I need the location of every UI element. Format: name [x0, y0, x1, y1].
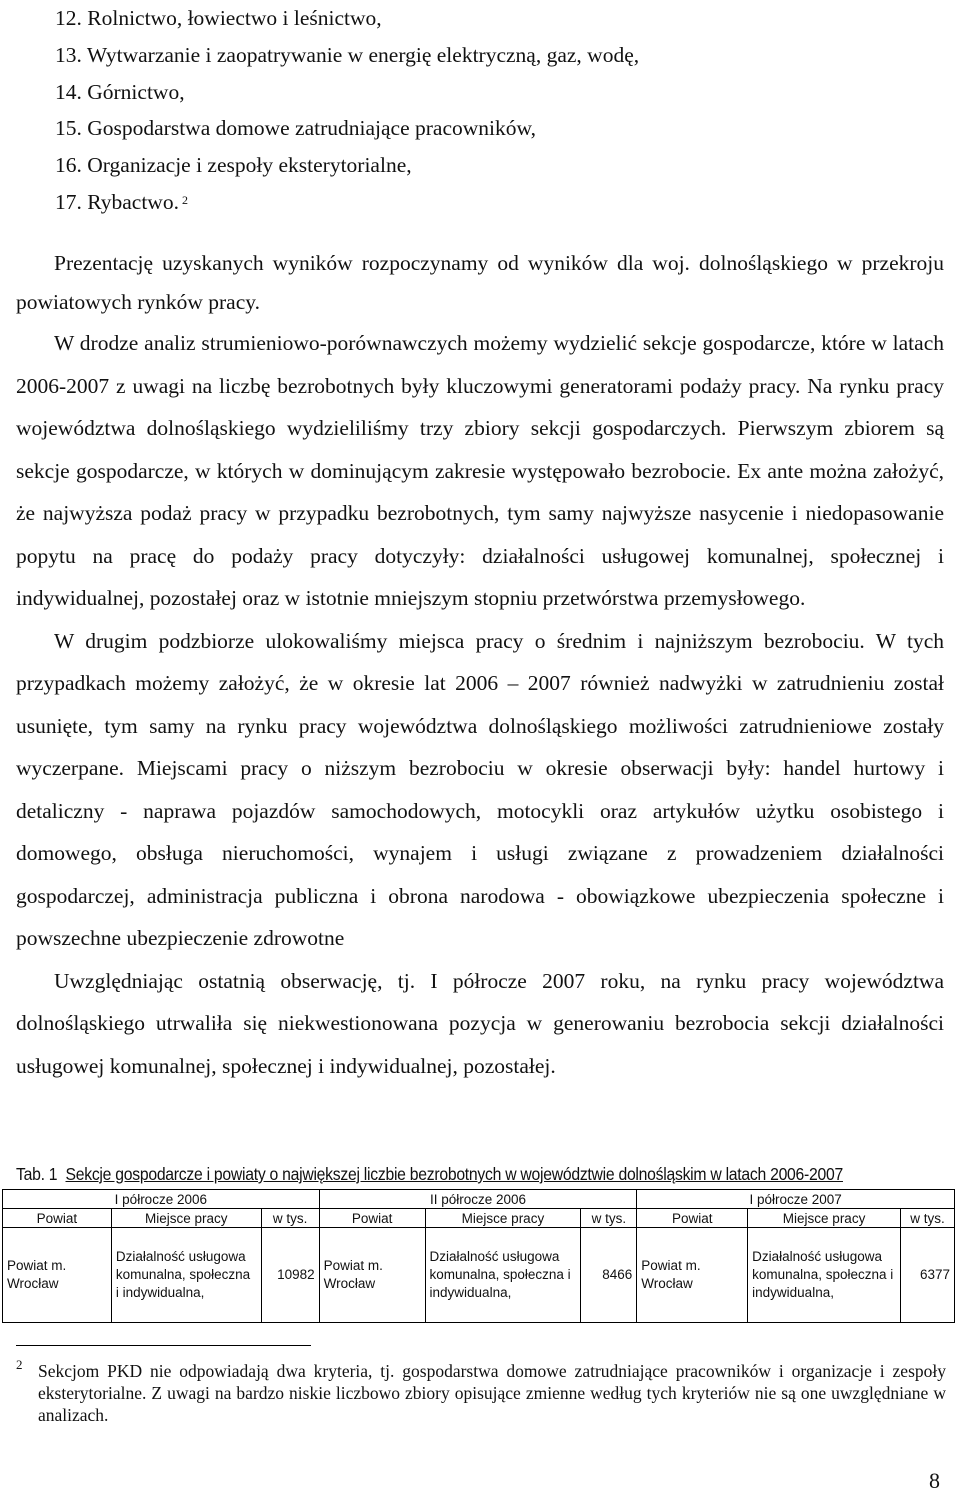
table-cell-powiat: Powiat m. Wrocław: [3, 1228, 112, 1323]
table-cell-value: 8466: [581, 1228, 637, 1323]
footnote-separator: [16, 1345, 311, 1346]
list-item: 14. Górnictwo,: [55, 79, 185, 104]
list-item: 16. Organizacje i zespoły eksterytorialne,: [55, 153, 412, 178]
table-cell-section: Działalność usługowa komunalna, społeczna i indywidualna,: [425, 1228, 581, 1323]
period-header: II półrocze 2006: [319, 1190, 637, 1209]
page-number: 8: [929, 1468, 940, 1493]
table-cell-value: 10982: [261, 1228, 319, 1323]
table-cell-section: Działalność usługowa komunalna, społeczna i indywidualna,: [748, 1228, 901, 1323]
paragraph: Uwzględniając ostatnią obserwację, tj. I półrocze 2007 roku, na rynku pracy województwa dolnośląskiego utrwaliła się niekwestionowana pozycja w generowaniu bezrobocia sekcji działalności usługowej komunalnej, społecznej i indywidualnej, pozostałej.: [16, 968, 944, 1078]
column-header: Powiat: [3, 1209, 112, 1228]
unemployment-table: [2, 1189, 955, 1323]
pkd-section-list: [55, 0, 639, 221]
paragraph: W drodze analiz strumieniowo-porównawczych możemy wydzielić sekcje gospodarcze, które w latach 2006-2007 z uwagi na liczbę bezrobotnych były kluczowymi generatorami podaży pracy. Na rynku pracy województwa dolnośląskiego wydzieliliśmy trzy zbiory sekcji gospodarczych. Pierwszym zbiorem są sekcje gospodarcze, w których w dominującym zakresie występowało bezrobocie. Ex ante można założyć, że najwyższa podaż pracy w przypadku bezrobotnych, tym samy najwyższe nasycenie i niedopasowanie popytu na pracę do podaży pracy dotyczyły: działalności usługowej komunalnej, społecznej i indywidualnej, pozostałej oraz w istotnie mniejszym stopniu przetwórstwa przemysłowego.: [16, 331, 944, 610]
column-header: w tys.: [581, 1209, 637, 1228]
table-cell-powiat: Powiat m. Wrocław: [319, 1228, 425, 1323]
column-header: Powiat: [637, 1209, 748, 1228]
footnote: [16, 1357, 946, 1426]
list-item: 12. Rolnictwo, łowiectwo i leśnictwo,: [55, 6, 382, 30]
body-text: [16, 244, 944, 1087]
column-header: w tys.: [900, 1209, 954, 1228]
list-item: [55, 184, 639, 221]
list-item: 15. Gospodarstwa domowe zatrudniające pracowników,: [55, 116, 537, 141]
list-item-text: 17. Rybactwo.: [55, 189, 179, 214]
table-cell-value: 6377: [900, 1228, 954, 1323]
paragraph: Prezentację uzyskanych wyników rozpoczynamy od wyników dla woj. dolnośląskiego w przekroju powiatowych rynków pracy.: [16, 251, 944, 314]
table-row: [3, 1228, 955, 1323]
footnote-reference[interactable]: 2: [181, 192, 188, 207]
column-header: Miejsce pracy: [111, 1209, 261, 1228]
table-caption-title: Sekcje gospodarcze i powiaty o największej liczbie bezrobotnych w województwie dolnośląskim w latach 2006-2007: [65, 1164, 843, 1184]
period-header: I półrocze 2006: [3, 1190, 320, 1209]
period-header: I półrocze 2007: [637, 1190, 955, 1209]
table-cell-powiat: Powiat m. Wrocław: [637, 1228, 748, 1323]
column-header: Powiat: [319, 1209, 425, 1228]
footnote-text: Sekcjom PKD nie odpowiadają dwa kryteria, tj. gospodarstwa domowe zatrudniające pracowników i organizacje i zespoły eksterytorialne. Z uwagi na bardzo niskie liczbowo zbiory opisujące zmienne według tych kryteriów nie są one uwzględniane w analizach.: [38, 1361, 946, 1425]
column-header: w tys.: [261, 1209, 319, 1228]
table-column-header-row: [3, 1209, 955, 1228]
list-item: 13. Wytwarzanie i zaopatrywanie w energię elektryczną, gaz, wodę,: [55, 42, 640, 67]
column-header: Miejsce pracy: [748, 1209, 901, 1228]
table-period-header-row: [3, 1190, 955, 1209]
table-caption-label: Tab. 1: [16, 1164, 58, 1184]
footnote-mark: 2: [16, 1357, 23, 1372]
column-header: Miejsce pracy: [425, 1209, 581, 1228]
table-cell-section: Działalność usługowa komunalna, społeczna i indywidualna,: [111, 1228, 261, 1323]
table-caption: [16, 1164, 843, 1185]
paragraph: W drugim podzbiorze ulokowaliśmy miejsca pracy o średnim i najniższym bezrobociu. W tych przypadkach możemy założyć, że w okresie lat 2006 – 2007 również nadwyżki w zatrudnieniu został usunięte, tym samy na rynku pracy województwa dolnośląskiego możliwości zatrudnieniowe zostały wyczerpane. Miejscami pracy o niższym bezrobociu w okresie obserwacji były: handel hurtowy i detaliczny - naprawa pojazdów samochodowych, motocykli oraz artykułów użytku osobistego i domowego, obsługa nieruchomości, wynajem i usługi związane z prowadzeniem działalności gospodarczej, administracja publiczna i obrona narodowa - obowiązkowe ubezpieczenia społeczne i powszechne ubezpieczenie zdrowotne: [16, 628, 944, 950]
